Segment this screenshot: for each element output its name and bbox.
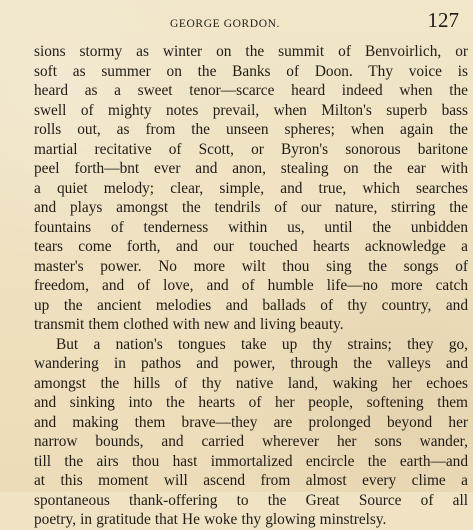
text-line: spontaneous thank-offering to the Great Source of all: [34, 491, 468, 509]
text-line: heard as a sweet tenor—scarce heard indeed when the: [34, 82, 468, 99]
text-line: and making them brave—they are prolonged beyond her: [34, 413, 468, 431]
text-line: poetry, in gratitude that He woke thy glowing minstrelsy.: [34, 511, 387, 528]
text-line: peel forth—bnt ever and anon, stealing on the ear with: [34, 160, 468, 177]
text-line: and sinking into the hearts of her people, softening them: [34, 394, 468, 411]
text-line: a quiet melody; clear, simple, and true, which searches: [34, 179, 468, 197]
text-line: wandering in pathos and power, through the valleys and: [34, 355, 468, 372]
page-header: [0, 10, 473, 34]
text-line: fountains of tenderness within us, until the unbidden: [34, 218, 468, 236]
text-line: sions stormy as winter on the summit of Benvoirlich, or: [34, 43, 468, 60]
text-line: till the airs thou hast immortalized encircle the earth—and: [34, 452, 468, 470]
text-line: martial recitative of Scott, or Byron's sonorous baritone: [34, 140, 468, 158]
text-line: at this moment will ascend from almost every clime a: [34, 472, 468, 489]
text-line: But a nation's tongues take up thy strains; they go,: [56, 335, 468, 353]
text-line: soft as summer on the Banks of Doon. Thy voice is: [34, 62, 468, 80]
paragraph-2: [34, 335, 468, 530]
text-line: swell of mighty notes prevail, when Milton's superb bass: [34, 101, 468, 119]
paragraph-1: [34, 42, 468, 335]
text-line: freedom, and of love, and of humble life—no more catch: [34, 277, 468, 294]
text-line: and plays amongst the tendrils of our nature, stirring the: [34, 199, 468, 216]
text-line: amongst the hills of thy native land, waking her echoes: [34, 374, 468, 392]
body-text: [34, 42, 468, 530]
text-line: rolls out, as from the unseen spheres; when again the: [34, 121, 468, 138]
text-line: transmit them clothed with new and living beauty.: [34, 316, 344, 333]
text-line: master's power. No more wilt thou sing the songs of: [34, 257, 468, 275]
running-title: GEORGE GORDON.: [170, 18, 280, 30]
page-number: 127: [427, 8, 459, 32]
text-line: tears come forth, and our touched hearts acknowledge a: [34, 238, 468, 255]
text-line: up the ancient melodies and ballads of thy country, and: [34, 296, 468, 314]
text-line: narrow bounds, and carried wherever her sons wander,: [34, 433, 468, 450]
